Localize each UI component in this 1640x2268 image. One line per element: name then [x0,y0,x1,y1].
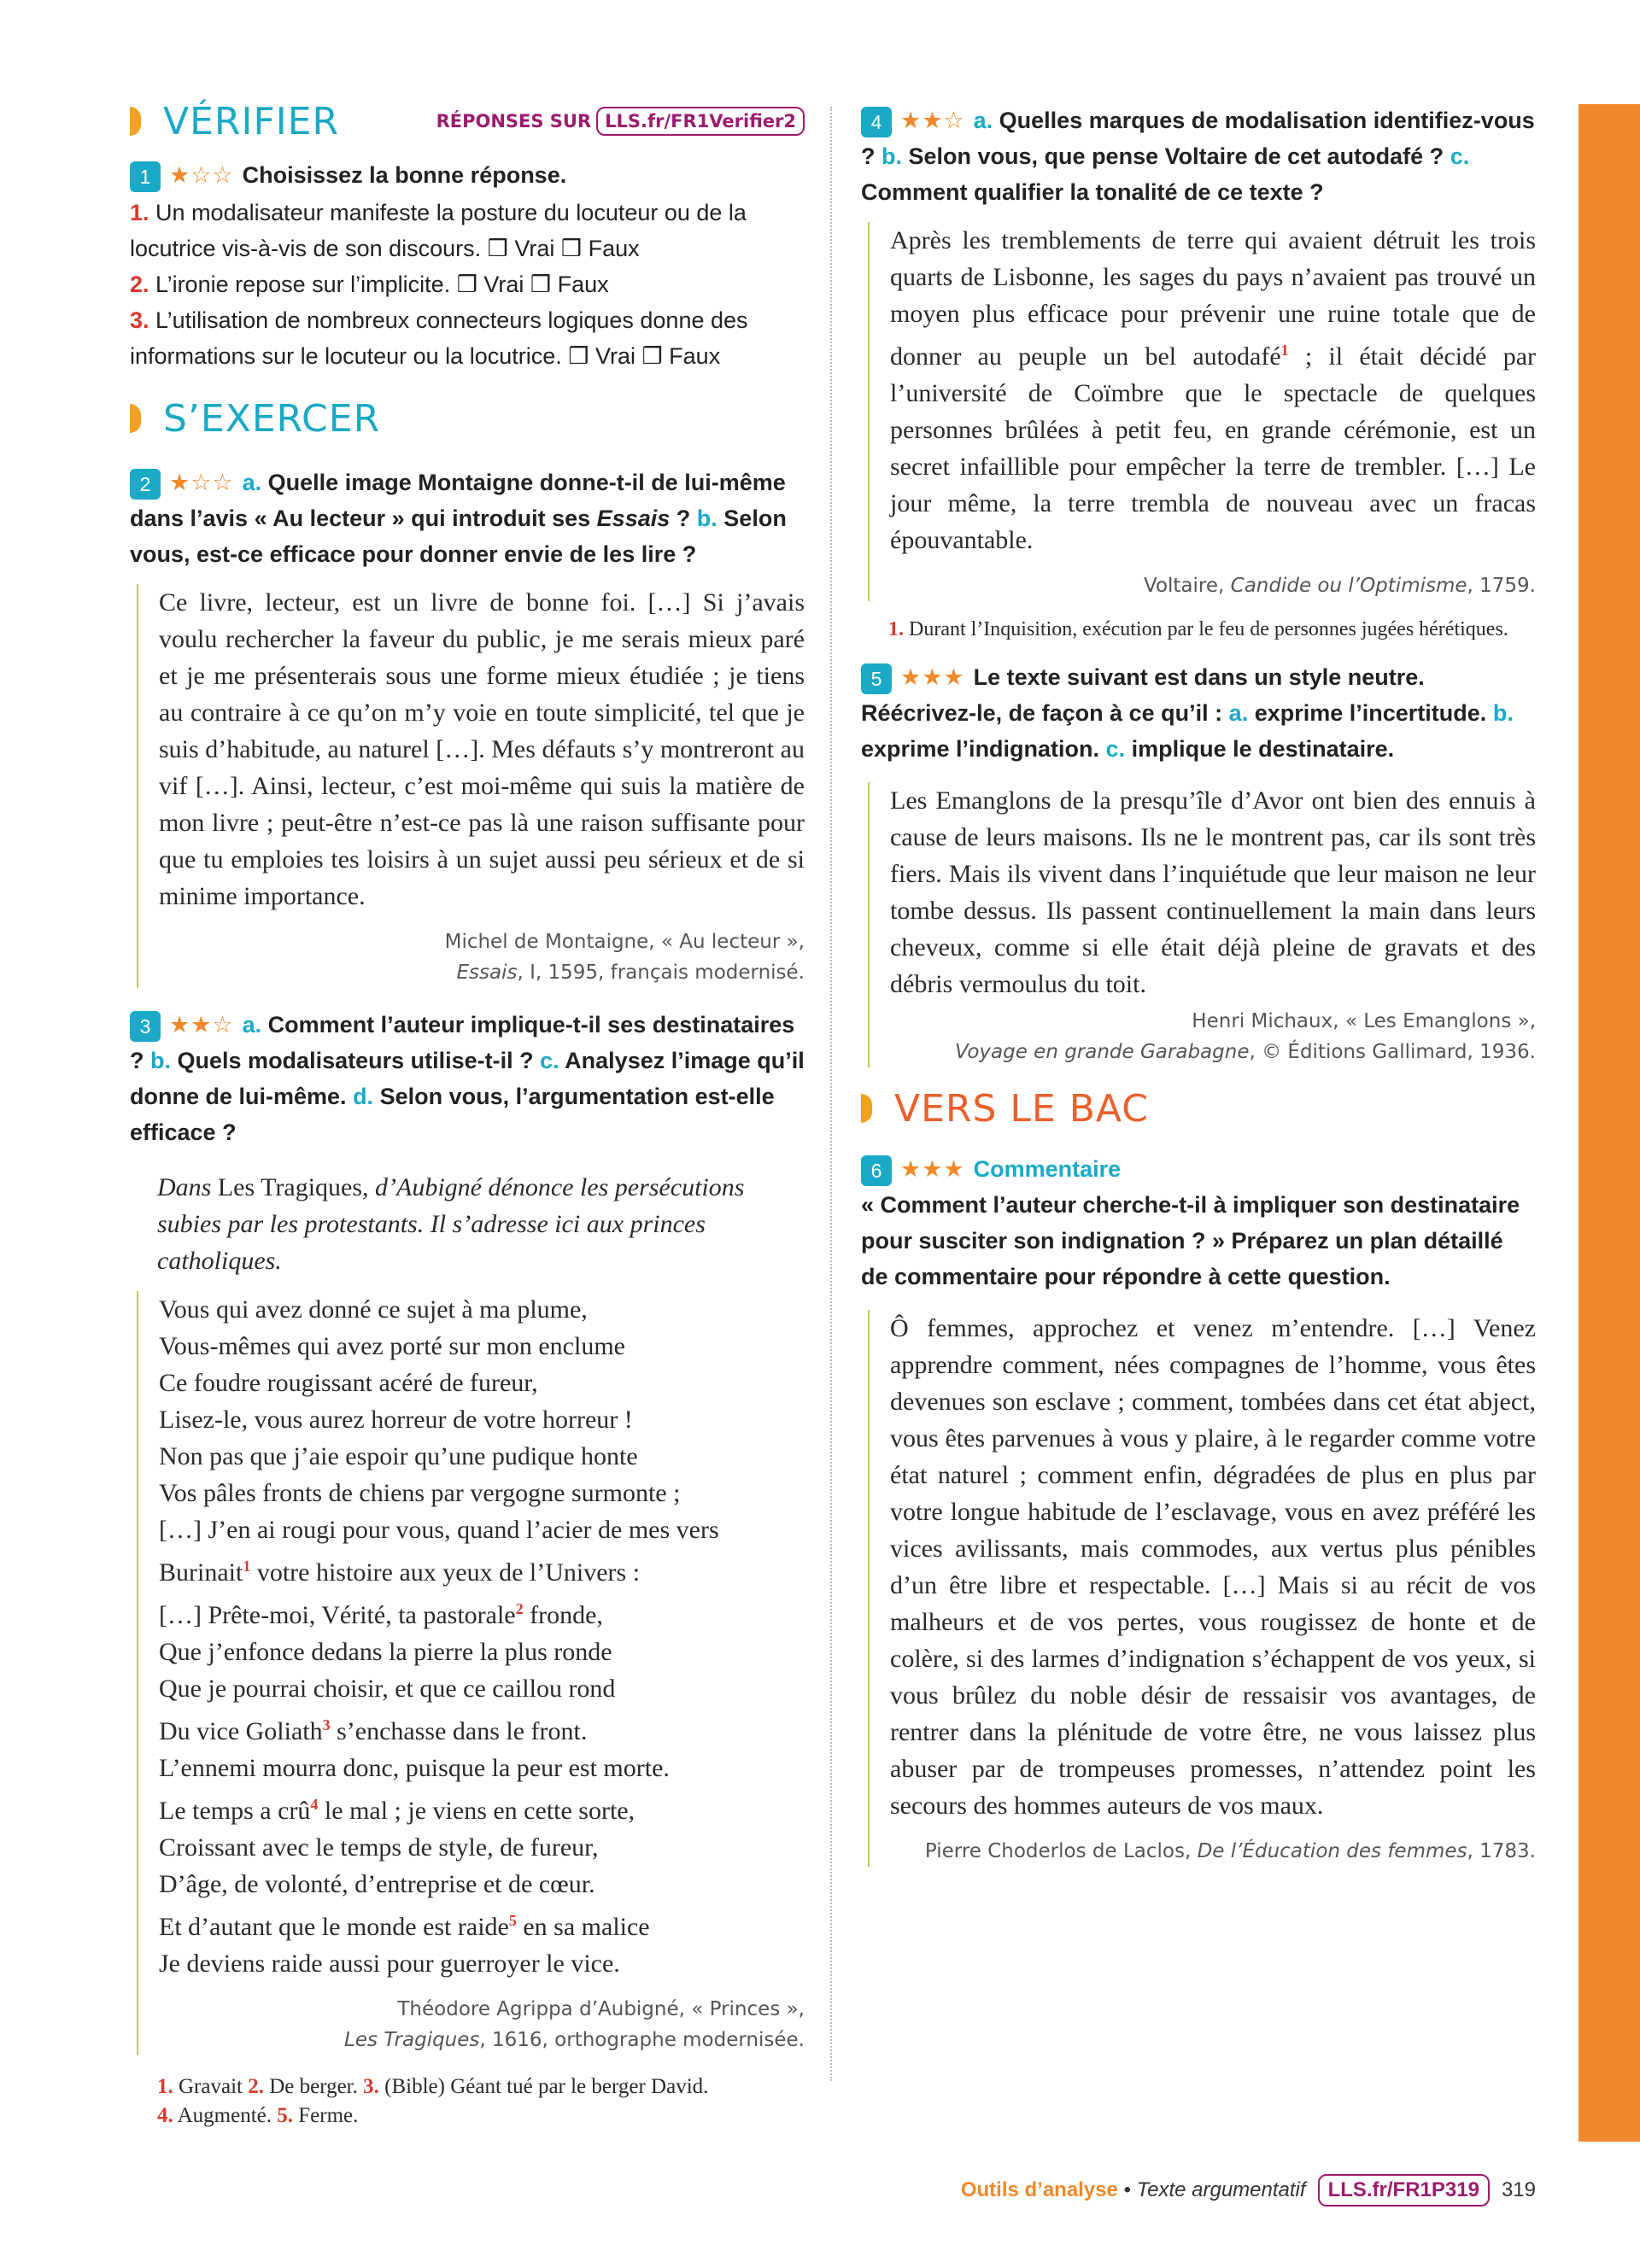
quote-voltaire: Après les tremblements de terre qui avaient détruit les trois quarts de Lisbonne, les sages du pays n’avaient pas trouvé un moyen plus efficace pour prévenir une ruine totale que de donner au peuple un bel autodafé$^1$ ; il était décidé par l’université de Coïmbre que le spectacle de quelques personnes brûlées à petit feu, en grande cérémonie, est un secret infaillible pour empêcher la terre de trembler. […] Le jour même, la terre trembla de nouveau avec un fracas épouvantable. Voltaire, Candide ou l’Optimisme, 1759. [868,222,1536,601]
section-title-verifier: VÉRIFIER [130,100,339,143]
footer-link[interactable]: LLS.fr/FR1P319 [1318,2174,1490,2207]
quote-michaux: Les Emanglons de la presqu’île d’Avor ont bien des ennuis à cause de leurs maisons. Ils ne le montrent pas, car ils sont très fiers. Mais ils vivent dans l’inquiétude que leur maison ne leur tombe dessus. Ils passent continuellement la main dans leurs cheveux, comme si elle était déjà pleine de gravats et des débris vermoulus du toit. Henri Michaux, « Les Emanglons », Voyage en grande Garabagne, © Éditions Gallimard, 1936. [868,782,1536,1067]
source-citation: Voltaire, Candide ou l’Optimisme, 1759. [1144,575,1536,597]
right-column [861,102,1536,1867]
answers-reference [436,107,805,136]
bac-header [861,1081,1536,1136]
answers-link[interactable]: LLS.fr/FR1Verifier2 [596,107,805,136]
source-citation: Henri Michaux, « Les Emanglons », Voyage en grande Garabagne, © Éditions Gallimard, 1936. [954,1010,1536,1063]
difficulty-stars-icon: ★★★ [900,1156,965,1182]
exercise-6 [861,1151,1536,1867]
quote-laclos: Ô femmes, approchez et venez m’entendre. […] Venez apprendre comment, nées compagnes de l’homme, vous êtes devenues son esclave ; comment, tombées dans cet état abject, vous êtes parvenues à vous y plaire, à le regarder comme votre état naturel ; comment enfin, dégradées de plus en plus par votre longue habitude de l’esclavage, vous en avez préféré les vices avilissants, mais commodes, aux vertus plus pénibles d’un être libre et respectable. […] Mais si au récit de vos malheurs et de vos pertes, vous rougissez de honte et de colère, si des larmes d’indignation s’échappent de vos yeux, si vous brûlez du noble désir de ressaisir vos avantages, de rentrer dans la plénitude de votre être, ne vous laissez plus abuser par de trompeuses promesses, n’attendez point les secours des hommes auteurs de vos maux. Pierre Choderlos de Laclos, De l’Éducation des femmes, 1783. [868,1310,1536,1867]
exercise-5-heading: 5 ★★★ Le texte suivant est dans un style neutre. Réécrivez-le, de façon à ce qu’il : a. exprime l’incertitude. b. exprime l’indignation. c. implique le destinataire. [861,659,1536,767]
exercise-5 [861,659,1536,1067]
difficulty-stars-icon: ★★☆ [169,1012,234,1038]
difficulty-stars-icon: ★☆☆ [169,162,234,188]
source-citation: Théodore Agrippa d’Aubigné, « Princes », Les Tragiques, 1616, orthographe modernisée. [344,1998,805,2051]
exercise-1 [130,157,805,374]
source-citation: Pierre Choderlos de Laclos, De l’Éducation des femmes, 1783. [924,1840,1536,1862]
left-column [130,94,805,2131]
section-title-vers-le-bac: VERS LE BAC [861,1087,1149,1131]
section-marker-icon [130,404,141,433]
exercise-6-question: « Comment l’auteur cherche-t-il à impliquer son destinataire pour susciter son indignation ? » Préparez un plan détaillé de commentaire pour répondre à cette question. [861,1192,1520,1289]
list-item: 2. L’ironie repose sur l’implicite. ❒ Vrai ❒ Faux [130,272,609,297]
sidebar-color-bar [1578,104,1640,2142]
verse-line: Et d’autant que le monde est raide$^5$ en sa malice [159,1912,650,1941]
exercise-1-heading [130,157,805,193]
exercise-3-heading: 3 ★★☆ a. Comment l’auteur implique-t-il ses destinataires ? b. Quels modalisateurs utilise-t-il ? c. Analysez l’image qu’il donne de lui-même. d. Selon vous, l’argumentation est-elle efficace ? [130,1007,805,1150]
page-footer [928,2174,1536,2207]
footer-separator: • [1117,2178,1137,2201]
source-citation: Michel de Montaigne, « Au lecteur », Essais, I, 1595, français modernisé. [444,931,805,984]
true-false-list [130,195,805,374]
exercise-4 [861,102,1536,644]
difficulty-stars-icon: ★☆☆ [169,470,234,495]
exercise-number-badge: 2 [130,469,161,500]
verse-line: Le temps a crû$^4$ le mal ; je viens en cette sorte, [159,1796,636,1825]
column-divider [830,107,832,2081]
poem-introduction: Dans Les Tragiques, d’Aubigné dénonce les persécutions subies par les protestants. Il s’adresse ici aux princes catholiques. [157,1173,745,1275]
verifier-header [130,94,805,149]
exercise-1-title: Choisissez la bonne réponse. [242,162,567,188]
section-marker-icon [861,1094,872,1123]
verse-line: Du vice Goliath$^3$ s’enchasse dans le front. [159,1716,588,1745]
exercise-6-title: Commentaire [973,1156,1122,1182]
difficulty-stars-icon: ★★☆ [900,108,965,133]
exercise-2-heading: 2 ★☆☆ a. Quelle image Montaigne donne-t-il de lui-même dans l’avis « Au lecteur » qui introduit ses Essais ? b. Selon vous, est-ce efficace pour donner envie de les lire ? [130,465,805,572]
verse-line: […] Prête-moi, Vérité, ta pastorale$^2$ fronde, [159,1600,603,1629]
exercise-2 [130,465,805,988]
exercise-number-badge: 4 [861,107,892,137]
section-title-exercer: S’EXERCER [130,397,380,441]
exercer-header [130,391,805,446]
poem-aubigne: Vous qui avez donné ce sujet à ma plume, Vous-mêmes qui avez porté sur mon enclume Ce foudre rougissant acéré de fureur, Lisez-le, vous aurez horreur de votre horreur ! Non pas que j’aie espoir qu’une pudique honte Vos pâles fronts de chiens par vergogne surmonte ; […] J’en ai rougi pour vous, quand l’acier de mes vers Burinait$^1$ votre histoire aux yeux de l’Univers : […] Prête-moi, Vérité, ta pastorale$^2$ fronde, Que j’enfonce dedans la pierre la plus ronde Que je pourrai choisir, et que ce caillou rond Du vice Goliath$^3$ s’enchasse dans le front. L’ennemi mourra donc, puisque la peur est morte. Le temps a crû$^4$ le mal ; je viens en cette sorte, Croissant avec le temps de style, de fureur, D’âge, de volonté, d’entreprise et de cœur. Et d’autant que le monde est raide$^5$ en sa malice Je deviens raide aussi pour guerroyer le vice. Théodore Agrippa d’Aubigné, « Princes », Les Tragiques, 1616, orthographe modernisée. [137,1291,805,2055]
exercise-6-heading [861,1151,1536,1295]
footnotes: 1. Gravait 2. De berger. 3. (Bible) Géant tué par le berger David. 4. Augmenté. 5. Ferme. [157,2075,709,2127]
footer-subcategory: Texte argumentatif [1136,2178,1306,2201]
quote-montaigne: Ce livre, lecteur, est un livre de bonne foi. […] Si j’avais voulu rechercher la faveur du public, je me serais mieux paré et je me présenterais sous une forme mieux étudiée ; je tiens au contraire à ce qu’on m’y voie en toute simplicité, tel que je suis d’habitude, au naturel […]. Mes défauts s’y montreront au vif […]. Ainsi, lecteur, c’est moi-même qui suis la matière de mon livre ; peut-être n’est-ce pas là une raison suffisante pour que tu emploies tes loisirs à un sujet aussi peu sérieux et de si minime importance. Michel de Montaigne, « Au lecteur », Essais, I, 1595, français modernisé. [137,584,805,988]
list-item: 1. Un modalisateur manifeste la posture du locuteur ou de la locutrice vis-à-vis de son discours. ❒ Vrai ❒ Faux [130,200,747,261]
footnotes: 1. Durant l’Inquisition, exécution par le feu de personnes jugées hérétiques. [888,618,1508,640]
page-number: 319 [1501,2178,1536,2201]
exercise-number-badge: 1 [130,161,161,192]
answers-label: RÉPONSES SUR [436,111,592,132]
exercise-number-badge: 3 [130,1011,161,1042]
exercise-number-badge: 5 [861,663,892,694]
exercise-4-heading: 4 ★★☆ a. Quelles marques de modalisation identifiez-vous ? b. Selon vous, que pense Voltaire de cet autodafé ? c. Comment qualifier la tonalité de ce texte ? [861,102,1536,210]
footer-category: Outils d’analyse [960,2178,1118,2201]
exercise-number-badge: 6 [861,1155,892,1186]
section-marker-icon [130,107,141,136]
verse-line: Burinait$^1$ votre histoire aux yeux de l’Univers : [159,1558,641,1587]
difficulty-stars-icon: ★★★ [900,664,965,690]
list-item: 3. L’utilisation de nombreux connecteurs logiques donne des informations sur le locuteur ou la locutrice. ❒ Vrai ❒ Faux [130,307,748,369]
exercise-3 [130,1007,805,2131]
